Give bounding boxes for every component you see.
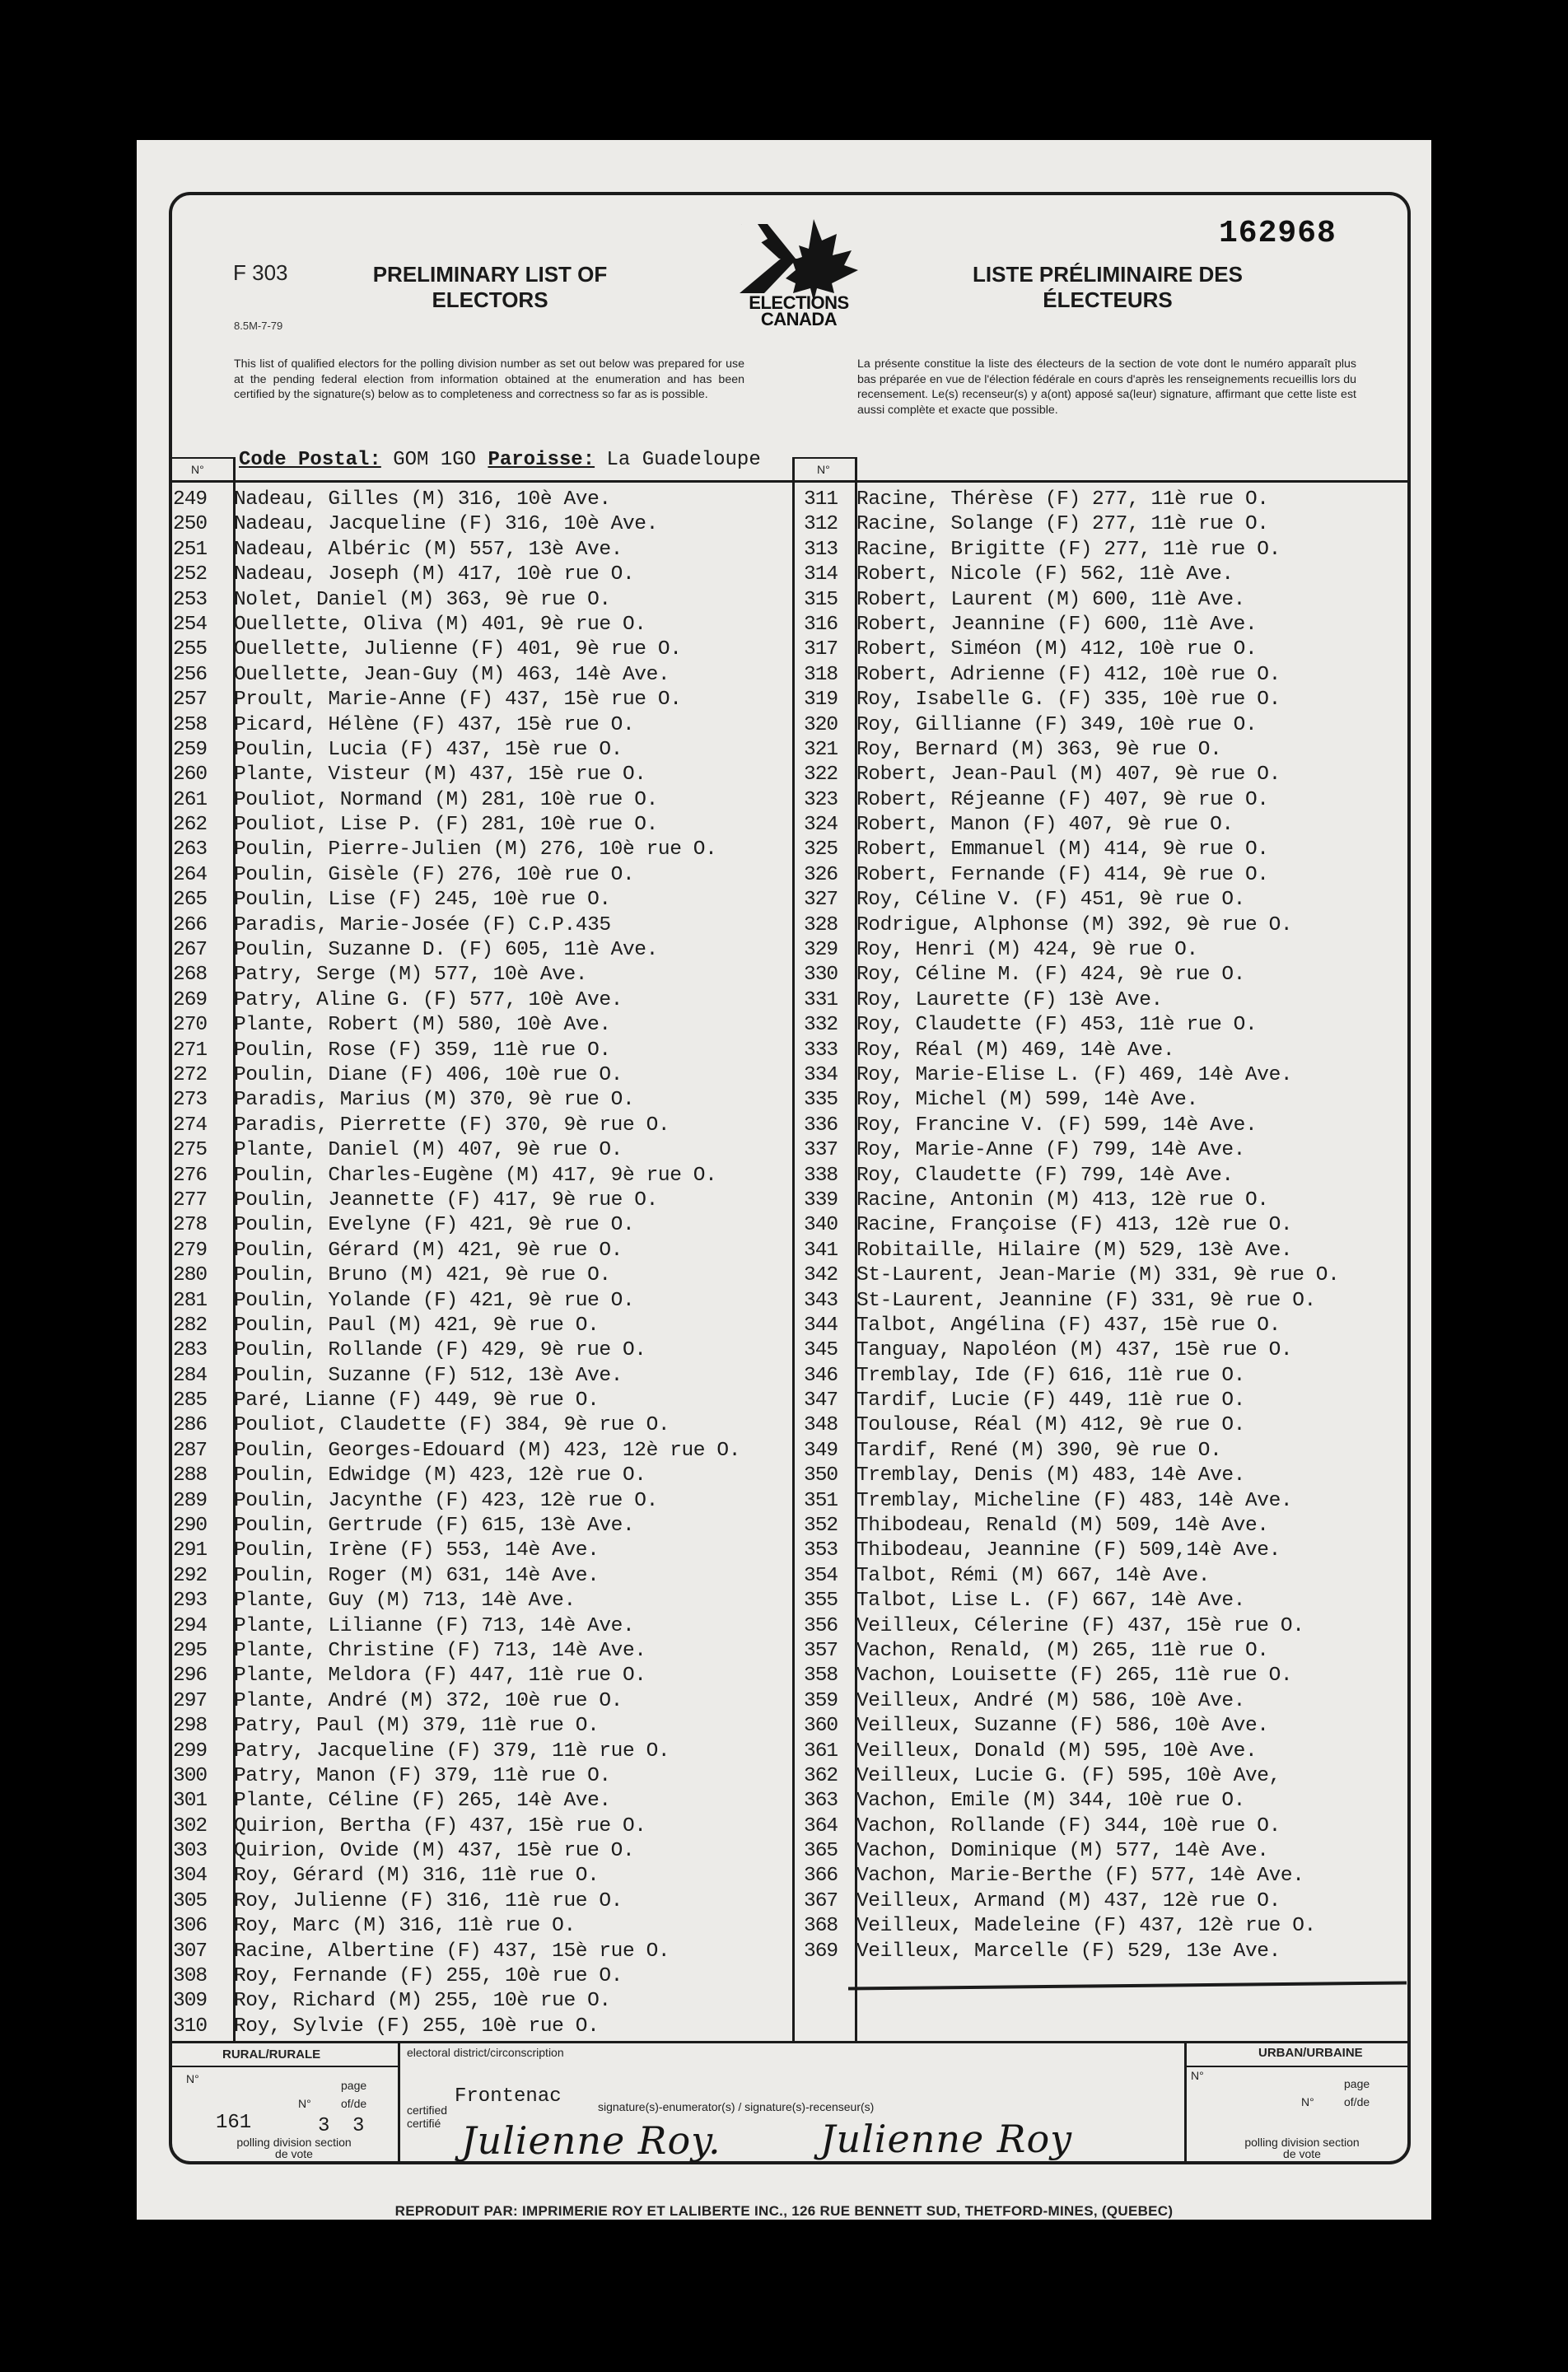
- elector-number: 254: [173, 613, 208, 636]
- elector-number: 332: [804, 1014, 838, 1037]
- elector-entry: Patry, Jacqueline (F) 379, 11è rue O.: [234, 1739, 670, 1763]
- elector-entry: Tardif, Lucie (F) 449, 11è rue O.: [856, 1389, 1245, 1412]
- elector-number: 360: [804, 1715, 838, 1738]
- elector-entry: Robert, Réjeanne (F) 407, 9è rue O.: [856, 788, 1269, 811]
- elector-number: 277: [173, 1188, 208, 1212]
- elector-entry: Poulin, Georges-Edouard (M) 423, 12è rue O.: [234, 1439, 741, 1462]
- elector-number: 279: [173, 1239, 208, 1262]
- elector-number: 369: [804, 1940, 838, 1963]
- elector-number: 273: [173, 1089, 208, 1112]
- elector-number: 274: [173, 1114, 208, 1137]
- elector-number: 263: [173, 838, 208, 861]
- elector-number: 351: [804, 1489, 838, 1512]
- elector-number: 250: [173, 513, 208, 536]
- elector-number: 302: [173, 1814, 208, 1837]
- elector-entry: St-Laurent, Jeannine (F) 331, 9è rue O.: [856, 1289, 1316, 1312]
- elector-entry: Poulin, Gisèle (F) 276, 10è rue O.: [234, 863, 635, 886]
- elector-number: 319: [804, 689, 838, 712]
- elector-entry: Plante, Lilianne (F) 713, 14è Ave.: [234, 1614, 635, 1637]
- elector-entry: Poulin, Irène (F) 553, 14è Ave.: [234, 1539, 600, 1562]
- elector-number: 328: [804, 913, 838, 936]
- elector-entry: Pouliot, Normand (M) 281, 10è rue O.: [234, 788, 658, 811]
- elector-entry: Vachon, Emile (M) 344, 10è rue O.: [856, 1790, 1245, 1813]
- elector-number: 311: [804, 488, 838, 511]
- elector-entry: Rodrigue, Alphonse (M) 392, 9è rue O.: [856, 913, 1293, 936]
- title-french: LISTE PRÉLIMINAIRE DES ÉLECTEURS: [973, 262, 1243, 312]
- elector-entry: Racine, Albertine (F) 437, 15è rue O.: [234, 1940, 670, 1963]
- elector-number: 255: [173, 638, 208, 661]
- elector-entry: Nadeau, Gilles (M) 316, 10è Ave.: [234, 488, 611, 511]
- elector-entry: Tremblay, Denis (M) 483, 14è Ave.: [856, 1464, 1245, 1487]
- elector-number: 289: [173, 1489, 208, 1512]
- elector-entry: Nadeau, Joseph (M) 417, 10è rue O.: [234, 563, 635, 586]
- elector-entry: Robert, Nicole (F) 562, 11è Ave.: [856, 563, 1234, 586]
- elector-number: 347: [804, 1389, 838, 1412]
- elector-number: 337: [804, 1139, 838, 1162]
- table-top-rule-right: [795, 480, 1411, 483]
- elector-number: 309: [173, 1990, 208, 2013]
- elector-number: 343: [804, 1289, 838, 1312]
- elector-number: 340: [804, 1214, 838, 1237]
- elector-number: 300: [173, 1764, 208, 1787]
- elector-entry: Proult, Marie-Anne (F) 437, 15è rue O.: [234, 689, 682, 712]
- elector-entry: Vachon, Louisette (F) 265, 11è rue O.: [856, 1665, 1293, 1688]
- elector-entry: Poulin, Lucia (F) 437, 15è rue O.: [234, 738, 623, 761]
- elector-entry: Patry, Manon (F) 379, 11è rue O.: [234, 1764, 611, 1787]
- elector-number: 355: [804, 1590, 838, 1613]
- location-line: [239, 449, 761, 471]
- elector-entry: Paradis, Pierrette (F) 370, 9è rue O.: [234, 1114, 670, 1137]
- elector-entry: Racine, Brigitte (F) 277, 11è rue O.: [856, 538, 1281, 561]
- urban-page-no-label: N°: [1301, 2095, 1314, 2108]
- elector-number: 327: [804, 889, 838, 912]
- elector-number: 310: [173, 2015, 208, 2038]
- elector-number: 321: [804, 738, 838, 761]
- number-header-right: N°: [817, 463, 830, 476]
- elector-entry: Patry, Serge (M) 577, 10è Ave.: [234, 964, 588, 987]
- elector-entry: Roy, Réal (M) 469, 14è Ave.: [856, 1039, 1175, 1062]
- elector-number: 296: [173, 1665, 208, 1688]
- elector-number: 267: [173, 939, 208, 962]
- elector-number: 264: [173, 863, 208, 886]
- elector-number: 349: [804, 1439, 838, 1462]
- title-english: PRELIMINARY LIST OF ELECTORS: [372, 262, 608, 312]
- certified-label: certified certifié: [407, 2104, 448, 2130]
- elector-entry: Quirion, Bertha (F) 437, 15è rue O.: [234, 1814, 646, 1837]
- elector-number: 341: [804, 1239, 838, 1262]
- elector-number: 259: [173, 738, 208, 761]
- elector-number: 253: [173, 588, 208, 611]
- table-top-rule: [169, 480, 795, 483]
- elector-number: 367: [804, 1889, 838, 1912]
- postal-code-value: GOM 1GO: [393, 449, 477, 471]
- elector-number: 330: [804, 964, 838, 987]
- elector-number: 292: [173, 1564, 208, 1587]
- elector-entry: Poulin, Rollande (F) 429, 9è rue O.: [234, 1339, 646, 1362]
- elector-number: 278: [173, 1214, 208, 1237]
- form-revision: 8.5M-7-79: [234, 320, 283, 332]
- elector-number: 357: [804, 1639, 838, 1662]
- elector-entry: Robert, Adrienne (F) 412, 10è rue O.: [856, 663, 1281, 686]
- elector-number: 358: [804, 1665, 838, 1688]
- elector-number: 272: [173, 1063, 208, 1086]
- elector-number: 276: [173, 1164, 208, 1187]
- elector-entry: Roy, Marc (M) 316, 11è rue O.: [234, 1915, 576, 1938]
- elector-entry: Patry, Paul (M) 379, 11è rue O.: [234, 1715, 600, 1738]
- serial-number: 162968: [1219, 216, 1337, 251]
- elector-number: 260: [173, 763, 208, 787]
- elector-entry: Poulin, Jeannette (F) 417, 9è rue O.: [234, 1188, 658, 1212]
- page-number: 3: [318, 2115, 330, 2137]
- elector-entry: Plante, Meldora (F) 447, 11è rue O.: [234, 1665, 646, 1688]
- header-underline-left: [169, 457, 235, 459]
- elector-number: 364: [804, 1814, 838, 1837]
- elector-number: 320: [804, 713, 838, 736]
- elector-entry: Plante, Visteur (M) 437, 15è rue O.: [234, 763, 646, 787]
- elector-entry: Roy, Michel (M) 599, 14è Ave.: [856, 1089, 1198, 1112]
- elector-number: 354: [804, 1564, 838, 1587]
- elector-entry: Robert, Jeannine (F) 600, 11è Ave.: [856, 613, 1258, 636]
- elector-number: 353: [804, 1539, 838, 1562]
- elector-number: 257: [173, 689, 208, 712]
- rural-polling-division-label: polling division section de vote: [236, 2136, 352, 2160]
- elector-entry: Poulin, Roger (M) 631, 14è Ave.: [234, 1564, 600, 1587]
- elector-number: 294: [173, 1614, 208, 1637]
- elector-entry: Paradis, Marie-Josée (F) C.P.435: [234, 913, 611, 936]
- elector-number: 262: [173, 814, 208, 837]
- elector-entry: Tremblay, Ide (F) 616, 11è rue O.: [856, 1364, 1245, 1387]
- elector-number: 365: [804, 1840, 838, 1863]
- elector-number: 316: [804, 613, 838, 636]
- elector-entry: Paradis, Marius (M) 370, 9è rue O.: [234, 1089, 635, 1112]
- elector-number: 301: [173, 1790, 208, 1813]
- elector-number: 326: [804, 863, 838, 886]
- elector-number: 359: [804, 1689, 838, 1712]
- elector-entry: Poulin, Paul (M) 421, 9è rue O.: [234, 1314, 600, 1337]
- elector-entry: Roy, Julienne (F) 316, 11è rue O.: [234, 1889, 623, 1912]
- bottom-section-rule: [169, 2041, 1411, 2043]
- elector-entry: Paré, Lianne (F) 449, 9è rue O.: [234, 1389, 600, 1412]
- rural-label: RURAL/RURALE: [222, 2047, 321, 2061]
- elector-entry: Roy, Sylvie (F) 255, 10è rue O.: [234, 2015, 600, 2038]
- elector-entry: Thibodeau, Jeannine (F) 509,14è Ave.: [856, 1539, 1281, 1562]
- elector-entry: Roy, Céline M. (F) 424, 9è rue O.: [856, 964, 1245, 987]
- elector-number: 298: [173, 1715, 208, 1738]
- intro-french: La présente constitue la liste des électeurs de la section de vote dont le numéro apparaît plus bas préparée en vue de l'élection fédérale en cours d'après les renseignements recueillis lors du recensement. Le(s) recenseur(s) y a(ont) apposé sa(leur) signature, affirmant que cette liste est aussi complète et exacte que possible.: [857, 357, 1356, 417]
- elector-entry: Racine, Thérèse (F) 277, 11è rue O.: [856, 488, 1269, 511]
- elector-entry: Vachon, Rollande (F) 344, 10è rue O.: [856, 1814, 1281, 1837]
- elector-number: 313: [804, 538, 838, 561]
- elector-number: 304: [173, 1865, 208, 1888]
- elector-number: 251: [173, 538, 208, 561]
- elector-entry: Poulin, Evelyne (F) 421, 9è rue O.: [234, 1214, 635, 1237]
- elector-number: 252: [173, 563, 208, 586]
- elector-entry: Veilleux, Donald (M) 595, 10è Ave.: [856, 1739, 1258, 1763]
- elector-number: 345: [804, 1339, 838, 1362]
- elector-number: 361: [804, 1739, 838, 1763]
- number-header-left: N°: [191, 463, 204, 476]
- elector-number: 334: [804, 1063, 838, 1086]
- polling-division-number: 161: [216, 2112, 252, 2134]
- urban-box-left-rule: [1184, 2041, 1187, 2164]
- elector-number: 261: [173, 788, 208, 811]
- rural-box-right-rule: [398, 2041, 400, 2164]
- elector-number: 339: [804, 1188, 838, 1212]
- urban-page-label: page: [1344, 2077, 1370, 2090]
- elector-number: 344: [804, 1314, 838, 1337]
- elector-entry: Poulin, Jacynthe (F) 423, 12è rue O.: [234, 1489, 658, 1512]
- elector-entry: Racine, Antonin (M) 413, 12è rue O.: [856, 1188, 1269, 1212]
- elector-number: 305: [173, 1889, 208, 1912]
- elector-entry: Robert, Siméon (M) 412, 10è rue O.: [856, 638, 1258, 661]
- elector-entry: Roy, Gérard (M) 316, 11è rue O.: [234, 1865, 600, 1888]
- elector-entry: Roy, Isabelle G. (F) 335, 10è rue O.: [856, 689, 1281, 712]
- elector-entry: Thibodeau, Renald (M) 509, 14è Ave.: [856, 1515, 1269, 1538]
- elector-number: 293: [173, 1590, 208, 1613]
- elector-number: 333: [804, 1039, 838, 1062]
- elector-number: 288: [173, 1464, 208, 1487]
- elector-number: 335: [804, 1089, 838, 1112]
- elector-number: 366: [804, 1865, 838, 1888]
- elector-entry: Racine, Solange (F) 277, 11è rue O.: [856, 513, 1269, 536]
- elector-entry: Poulin, Charles-Eugène (M) 417, 9è rue O.: [234, 1164, 717, 1187]
- elector-entry: Patry, Aline G. (F) 577, 10è Ave.: [234, 988, 623, 1011]
- rural-page-label: page: [341, 2079, 367, 2092]
- rural-header-rule: [169, 2066, 399, 2067]
- elector-number: 323: [804, 788, 838, 811]
- elector-entry: Veilleux, Marcelle (F) 529, 13e Ave.: [856, 1940, 1281, 1963]
- urban-label: URBAN/URBAINE: [1258, 2046, 1363, 2060]
- elector-entry: Veilleux, Armand (M) 437, 12è rue O.: [856, 1889, 1281, 1912]
- elector-entry: Roy, Marie-Elise L. (F) 469, 14è Ave.: [856, 1063, 1293, 1086]
- elector-entry: Plante, Christine (F) 713, 14è Ave.: [234, 1639, 646, 1662]
- elector-number: 368: [804, 1915, 838, 1938]
- elector-number: 325: [804, 838, 838, 861]
- elector-number: 291: [173, 1539, 208, 1562]
- urban-of-label: of/de: [1344, 2095, 1370, 2108]
- elector-entry: Nadeau, Jacqueline (F) 316, 10è Ave.: [234, 513, 658, 536]
- intro-english: This list of qualified electors for the polling division number as set out below was prepared for use at the pending federal election from information obtained at the enumeration and has been certified by the signature(s) below as to completeness and correctness so far as is possible.: [234, 357, 744, 402]
- elections-canada-logo: [716, 212, 881, 336]
- electoral-district-value: Frontenac: [455, 2085, 562, 2108]
- elector-entry: Veilleux, Lucie G. (F) 595, 10è Ave,: [856, 1764, 1281, 1787]
- elector-number: 308: [173, 1965, 208, 1988]
- parish-value: La Guadeloupe: [606, 449, 761, 471]
- elector-number: 338: [804, 1164, 838, 1187]
- elector-entry: Roy, Francine V. (F) 599, 14è Ave.: [856, 1114, 1258, 1137]
- elector-number: 280: [173, 1264, 208, 1287]
- elector-number: 362: [804, 1764, 838, 1787]
- elector-entry: Picard, Hélène (F) 437, 15è rue O.: [234, 713, 635, 736]
- elector-number: 270: [173, 1014, 208, 1037]
- rural-page-no-label: N°: [298, 2097, 311, 2110]
- electoral-district-label: electoral district/circonscription: [407, 2046, 564, 2059]
- elector-entry: Robert, Emmanuel (M) 414, 9è rue O.: [856, 838, 1269, 861]
- logo-text: ELECTIONS CANADA: [749, 292, 849, 329]
- elector-entry: Plante, Céline (F) 265, 14è Ave.: [234, 1790, 611, 1813]
- elector-entry: Toulouse, Réal (M) 412, 9è rue O.: [856, 1414, 1245, 1437]
- elector-entry: Tardif, René (M) 390, 9è rue O.: [856, 1439, 1222, 1462]
- elector-entry: Roy, Gillianne (F) 349, 10è rue O.: [856, 713, 1258, 736]
- elector-entry: Veilleux, Suzanne (F) 586, 10è Ave.: [856, 1715, 1269, 1738]
- elector-entry: Ouellette, Julienne (F) 401, 9è rue O.: [234, 638, 682, 661]
- rural-no-label: N°: [186, 2072, 199, 2085]
- elector-number: 258: [173, 713, 208, 736]
- elector-number: 306: [173, 1915, 208, 1938]
- elector-entry: Plante, Daniel (M) 407, 9è rue O.: [234, 1139, 623, 1162]
- urban-no-label: N°: [1191, 2069, 1204, 2082]
- elector-entry: Ouellette, Jean-Guy (M) 463, 14è Ave.: [234, 663, 670, 686]
- enumerator-signature-2: Julienne Roy: [820, 2117, 1073, 2161]
- elector-number: 363: [804, 1790, 838, 1813]
- elector-number: 271: [173, 1039, 208, 1062]
- elector-entry: Robert, Fernande (F) 414, 9è rue O.: [856, 863, 1269, 886]
- elector-entry: Roy, Laurette (F) 13è Ave.: [856, 988, 1163, 1011]
- elector-number: 342: [804, 1264, 838, 1287]
- elector-entry: Quirion, Ovide (M) 437, 15è rue O.: [234, 1840, 635, 1863]
- elector-number: 268: [173, 964, 208, 987]
- elector-number: 356: [804, 1614, 838, 1637]
- elector-number: 265: [173, 889, 208, 912]
- elector-number: 287: [173, 1439, 208, 1462]
- elector-number: 281: [173, 1289, 208, 1312]
- elector-number: 307: [173, 1940, 208, 1963]
- elector-number: 266: [173, 913, 208, 936]
- elector-entry: Roy, Henri (M) 424, 9è rue O.: [856, 939, 1198, 962]
- signature-label: signature(s)-enumerator(s) / signature(s)-recenseur(s): [598, 2100, 875, 2113]
- elector-number: 256: [173, 663, 208, 686]
- elector-number: 297: [173, 1689, 208, 1712]
- elector-entry: Ouellette, Oliva (M) 401, 9è rue O.: [234, 613, 646, 636]
- form-code: F 303: [233, 260, 288, 285]
- elector-entry: Pouliot, Lise P. (F) 281, 10è rue O.: [234, 814, 658, 837]
- elector-number: 336: [804, 1114, 838, 1137]
- elector-number: 348: [804, 1414, 838, 1437]
- elector-entry: St-Laurent, Jean-Marie (M) 331, 9è rue O.: [856, 1264, 1340, 1287]
- elector-entry: Vachon, Marie-Berthe (F) 577, 14è Ave.: [856, 1865, 1304, 1888]
- elector-entry: Racine, Françoise (F) 413, 12è rue O.: [856, 1214, 1293, 1237]
- enumerator-signature-1: Julienne Roy.: [461, 2118, 721, 2163]
- parish-label: Paroisse:: [488, 449, 595, 471]
- elector-entry: Vachon, Renald, (M) 265, 11è rue O.: [856, 1639, 1269, 1662]
- header-underline-right: [795, 457, 857, 459]
- elector-entry: Robert, Manon (F) 407, 9è rue O.: [856, 814, 1234, 837]
- elector-entry: Nadeau, Albéric (M) 557, 13è Ave.: [234, 538, 623, 561]
- elector-number: 315: [804, 588, 838, 611]
- elector-number: 346: [804, 1364, 838, 1387]
- elector-entry: Roy, Claudette (F) 453, 11è rue O.: [856, 1014, 1258, 1037]
- elector-entry: Poulin, Diane (F) 406, 10è rue O.: [234, 1063, 623, 1086]
- elector-number: 318: [804, 663, 838, 686]
- elector-number: 284: [173, 1364, 208, 1387]
- elector-entry: Roy, Fernande (F) 255, 10è rue O.: [234, 1965, 623, 1988]
- elector-entry: Plante, André (M) 372, 10è rue O.: [234, 1689, 623, 1712]
- page-of-number: 3: [352, 2115, 365, 2137]
- elector-number: 312: [804, 513, 838, 536]
- elector-number: 286: [173, 1414, 208, 1437]
- elector-entry: Roy, Claudette (F) 799, 14è Ave.: [856, 1164, 1234, 1187]
- elector-entry: Roy, Richard (M) 255, 10è rue O.: [234, 1990, 611, 2013]
- elector-entry: Poulin, Rose (F) 359, 11è rue O.: [234, 1039, 611, 1062]
- elector-entry: Poulin, Suzanne (F) 512, 13è Ave.: [234, 1364, 623, 1387]
- elector-entry: Talbot, Lise L. (F) 667, 14è Ave.: [856, 1590, 1245, 1613]
- elector-number: 282: [173, 1314, 208, 1337]
- elector-entry: Robert, Jean-Paul (M) 407, 9è rue O.: [856, 763, 1281, 787]
- elector-entry: Poulin, Gérard (M) 421, 9è rue O.: [234, 1239, 623, 1262]
- elector-entry: Roy, Céline V. (F) 451, 9è rue O.: [856, 889, 1245, 912]
- elector-entry: Poulin, Gertrude (F) 615, 13è Ave.: [234, 1515, 635, 1538]
- elector-entry: Poulin, Yolande (F) 421, 9è rue O.: [234, 1289, 635, 1312]
- elector-entry: Poulin, Edwidge (M) 423, 12è rue O.: [234, 1464, 646, 1487]
- elector-number: 299: [173, 1739, 208, 1763]
- rural-of-label: of/de: [341, 2097, 367, 2110]
- elector-entry: Veilleux, Célerine (F) 437, 15è rue O.: [856, 1614, 1304, 1637]
- elector-number: 269: [173, 988, 208, 1011]
- printer-footer: REPRODUIT PAR: IMPRIMERIE ROY ET LALIBERTE INC., 126 RUE BENNETT SUD, THETFORD-MINES, (QUEBEC): [394, 2203, 1174, 2219]
- elector-number: 331: [804, 988, 838, 1011]
- elector-entry: Poulin, Bruno (M) 421, 9è rue O.: [234, 1264, 611, 1287]
- elector-entry: Veilleux, Madeleine (F) 437, 12è rue O.: [856, 1915, 1316, 1938]
- elector-number: 285: [173, 1389, 208, 1412]
- elector-entry: Plante, Robert (M) 580, 10è Ave.: [234, 1014, 611, 1037]
- postal-code-label: Code Postal:: [239, 449, 381, 471]
- elector-number: 324: [804, 814, 838, 837]
- elector-number: 275: [173, 1139, 208, 1162]
- elector-entry: Talbot, Angélina (F) 437, 15è rue O.: [856, 1314, 1281, 1337]
- elector-entry: Nolet, Daniel (M) 363, 9è rue O.: [234, 588, 611, 611]
- elector-number: 350: [804, 1464, 838, 1487]
- elector-number: 314: [804, 563, 838, 586]
- elector-entry: Pouliot, Claudette (F) 384, 9è rue O.: [234, 1414, 670, 1437]
- elector-entry: Tremblay, Micheline (F) 483, 14è Ave.: [856, 1489, 1293, 1512]
- elector-number: 317: [804, 638, 838, 661]
- elector-entry: Poulin, Suzanne D. (F) 605, 11è Ave.: [234, 939, 658, 962]
- elector-entry: Vachon, Dominique (M) 577, 14è Ave.: [856, 1840, 1269, 1863]
- elector-number: 303: [173, 1840, 208, 1863]
- elector-entry: Poulin, Lise (F) 245, 10è rue O.: [234, 889, 611, 912]
- elector-number: 352: [804, 1515, 838, 1538]
- elector-entry: Talbot, Rémi (M) 667, 14è Ave.: [856, 1564, 1211, 1587]
- maple-leaf-x-icon: [716, 212, 881, 303]
- elector-entry: Roy, Bernard (M) 363, 9è rue O.: [856, 738, 1222, 761]
- column-divider: [792, 457, 795, 2041]
- elector-entry: Robitaille, Hilaire (M) 529, 13è Ave.: [856, 1239, 1293, 1262]
- elector-entry: Plante, Guy (M) 713, 14è Ave.: [234, 1590, 576, 1613]
- elector-entry: Veilleux, André (M) 586, 10è Ave.: [856, 1689, 1245, 1712]
- elector-number: 283: [173, 1339, 208, 1362]
- elector-number: 329: [804, 939, 838, 962]
- elector-number: 295: [173, 1639, 208, 1662]
- urban-polling-division-label: polling division section de vote: [1244, 2136, 1360, 2160]
- elector-entry: Poulin, Pierre-Julien (M) 276, 10è rue O.: [234, 838, 717, 861]
- elector-number: 249: [173, 488, 208, 511]
- elector-number: 322: [804, 763, 838, 787]
- elector-number: 290: [173, 1515, 208, 1538]
- urban-header-rule: [1186, 2066, 1411, 2067]
- elector-entry: Robert, Laurent (M) 600, 11è Ave.: [856, 588, 1245, 611]
- elector-entry: Tanguay, Napoléon (M) 437, 15è rue O.: [856, 1339, 1293, 1362]
- elector-entry: Roy, Marie-Anne (F) 799, 14è Ave.: [856, 1139, 1245, 1162]
